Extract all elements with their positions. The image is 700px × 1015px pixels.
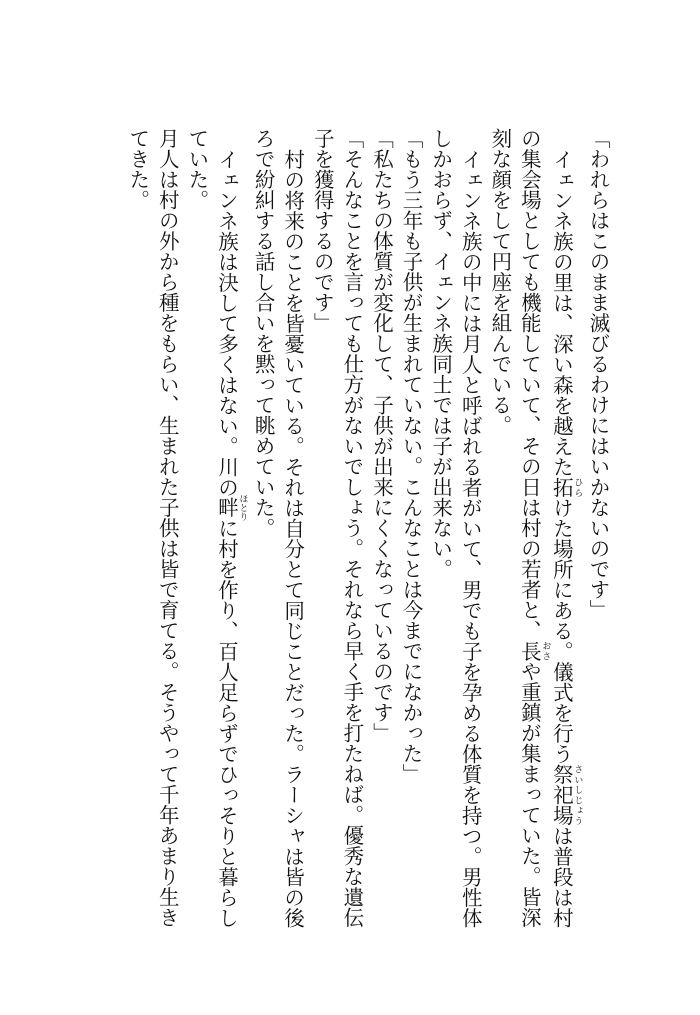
ruby-base: 祭祀場 [549, 763, 574, 825]
ruby-reading: さいしじょう [572, 763, 583, 825]
ruby-reading: おさ [540, 640, 551, 661]
ruby-base: 拓 [549, 476, 574, 497]
text-run: イェンネ族の里は、深い森を越えた [549, 148, 574, 477]
text-run: 村の将来のことを皆憂いている。それは自分とて同じことだった。ラーシャは皆の後ろで紛糾する話し合いを黙って眺めていた。 [251, 128, 305, 928]
paragraph [484, 128, 582, 928]
ruby-base: 長 [517, 640, 542, 661]
ruby-word [549, 763, 583, 826]
text-run: 「もう三年も子供が生まれていない。こんなことは今までになかった」 [399, 128, 424, 784]
ruby-word [214, 493, 248, 521]
paragraph [247, 128, 306, 928]
text-run: に村を作り、百人足らずでひっそりと暮らしていた。 [184, 128, 239, 928]
text-run: 「われらはこのまま滅びるわけにはいかないのです」 [586, 128, 610, 620]
text-run: 月人は村の外から種をもらい、生まれた子供は皆で育てる。そうやって千年あまり生きてきた。 [125, 128, 180, 928]
paragraph [366, 128, 396, 928]
text-run: 「私たちの体質が変化して、子供が出来にくくなっているのです」 [369, 128, 394, 743]
paragraph [425, 128, 484, 928]
paragraph [122, 128, 181, 928]
text-run: や重鎮が集まっていた。皆深刻な顔をして円座を組んでいる。 [487, 128, 542, 928]
ruby-word [549, 476, 583, 498]
text-run: は普段は村の集会場としても機能していて、その日は村の若者と、 [517, 128, 574, 928]
paragraph [181, 128, 247, 928]
text-run: けた場所にある。儀式を行う [549, 497, 574, 764]
paragraph [582, 128, 612, 928]
ruby-reading: ひら [572, 476, 583, 497]
text-run: イェンネ族の中には月人と呼ばれる者がいて、男でも子を孕める体質を持つ。男性体しかおらず、イェンネ族同士では子が出来ない。 [428, 128, 483, 928]
paragraph [307, 128, 366, 928]
ruby-word [517, 640, 551, 662]
ruby-base: 畔 [214, 493, 239, 521]
vertical-text-body [122, 128, 612, 928]
text-run: 「そんなことを言っても仕方がないでしょう。それなら早く手を打たねば。優秀な遺伝子を獲得するのです」 [310, 128, 364, 928]
text-run: イェンネ族は決して多くはない。川の [214, 148, 239, 497]
ruby-reading: ほとり [237, 493, 248, 521]
paragraph [395, 128, 425, 928]
